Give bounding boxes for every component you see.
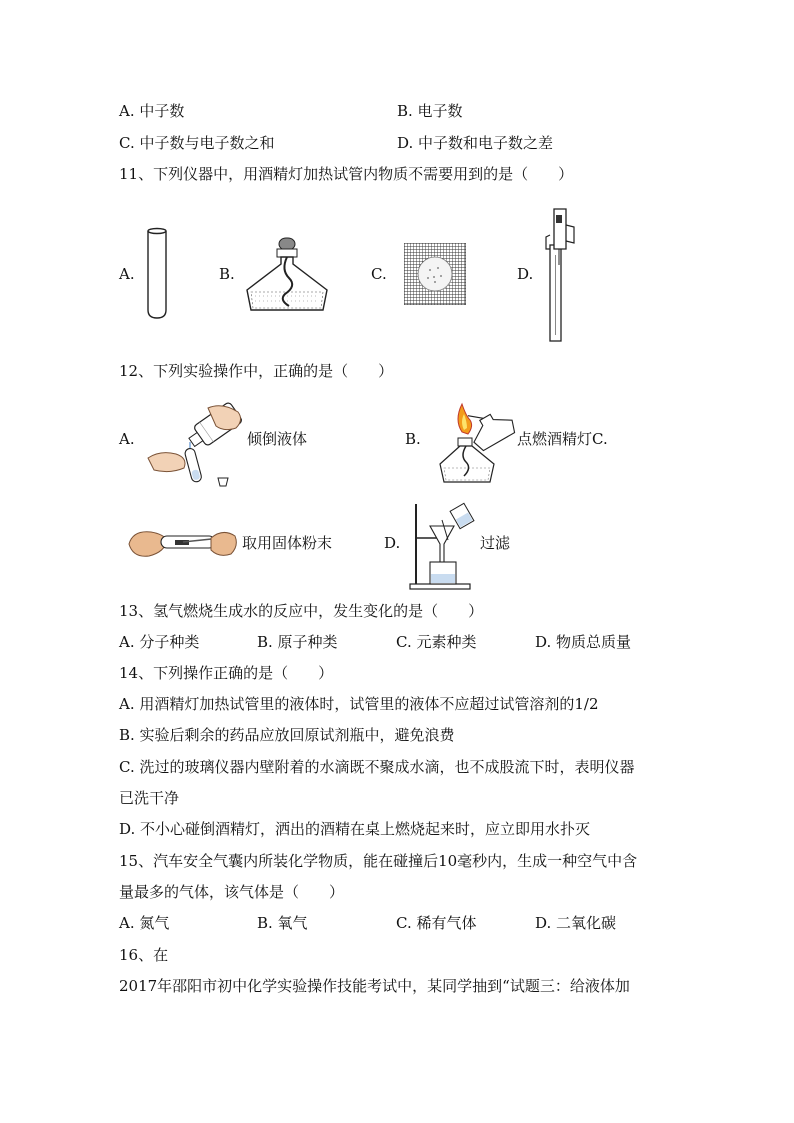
q15-option-c: C. 稀有气体 [396,914,477,932]
powder-sampling-icon [127,518,239,570]
pour-liquid-icon [146,402,248,490]
q11-option-b: B. [219,265,235,283]
q12-stem: 12、下列实验操作中，正确的是（ ） [119,362,394,380]
q13-option-a: A. 分子种类 [119,633,200,651]
q11-stem: 11、下列仪器中，用酒精灯加热试管内物质不需要用到的是（ ） [119,165,574,183]
q15-option-d: D. 二氧化碳 [535,914,617,932]
alcohol-lamp-icon [241,230,333,314]
q15-option-a: A. 氮气 [119,914,170,932]
q12-option-b: B. [405,430,421,448]
q13-option-d: D. 物质总质量 [535,633,632,651]
q14-stem: 14、下列操作正确的是（ ） [119,664,334,682]
filtration-icon [408,500,476,590]
q12-caption-c: 取用固体粉末 [242,534,333,552]
q12-option-a: A. [119,430,135,448]
q14-option-b: B. 实验后剩余的药品应放回原试剂瓶中，避免浪费 [119,726,455,744]
q11-option-c: C. [371,265,387,283]
q10-option-c: C. 中子数与电子数之和 [119,134,275,152]
q10-option-a: A. 中子数 [119,102,185,120]
q12-option-d: D. [384,534,401,552]
q12-caption-b: 点燃酒精灯C. [517,430,608,448]
q10-option-d: D. 中子数和电子数之差 [397,134,554,152]
q16-stem-line1: 16、在 [119,946,169,964]
light-lamp-icon [432,398,518,486]
q14-option-a: A. 用酒精灯加热试管里的液体时，试管里的液体不应超过试管溶剂的1/2 [119,695,599,713]
test-tube-holder-icon [540,205,580,345]
q13-stem: 13、氢气燃烧生成水的反应中，发生变化的是（ ） [119,602,484,620]
q13-option-c: C. 元素种类 [396,633,477,651]
q11-option-d: D. [517,265,534,283]
q16-stem-line2: 2017年邵阳市初中化学实验操作技能考试中，某同学抽到“试题三：给液体加 [119,977,630,995]
q13-option-b: B. 原子种类 [257,633,338,651]
q15-option-b: B. 氧气 [257,914,308,932]
test-tube-icon [144,226,170,322]
q15-stem-line2: 量最多的气体，该气体是（ ） [119,883,345,901]
q10-option-b: B. 电子数 [397,102,463,120]
q14-option-d: D. 不小心碰倒酒精灯，洒出的酒精在桌上燃烧起来时，应立即用水扑灭 [119,820,591,838]
q12-caption-d: 过滤 [480,534,511,552]
q11-option-a: A. [119,265,135,283]
q14-option-c-line1: C. 洗过的玻璃仪器内壁附着的水滴既不聚成水滴，也不成股流下时，表明仪器 [119,758,635,776]
q12-caption-a: 倾倒液体 [247,430,308,448]
q15-stem-line1: 15、汽车安全气囊内所装化学物质，能在碰撞后10毫秒内，生成一种空气中含 [119,852,638,870]
asbestos-gauze-icon [404,243,466,305]
q14-option-c-line2: 已洗干净 [119,789,180,807]
